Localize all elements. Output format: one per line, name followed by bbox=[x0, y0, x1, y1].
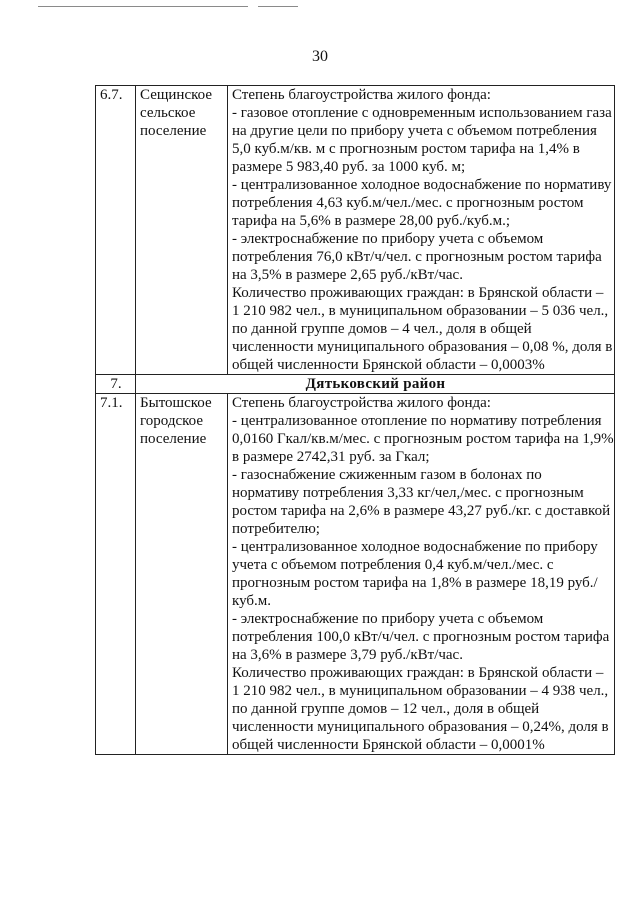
settlement-name: Бытошское городское поселение bbox=[136, 394, 228, 755]
row-number: 7.1. bbox=[96, 394, 136, 755]
tariff-table bbox=[95, 85, 615, 755]
top-scan-line-right bbox=[258, 6, 298, 7]
top-scan-line-left bbox=[38, 6, 248, 7]
section-number: 7. bbox=[96, 375, 136, 394]
row-number: 6.7. bbox=[96, 86, 136, 375]
table-row bbox=[96, 394, 615, 755]
settlement-description: Степень благоустройства жилого фонда: - централизованное отопление по нормативу потребления 0,0160 Гкал/кв.м/мес. с прогнозным ростом тарифа на 1,9% в размере 2742,31 руб. за Гкал; - газоснабжение сжиженным газом в болонах по нормативу потребления 3,33 кг/чел,/мес. с прогнозным ростом тарифа на 2,6% в размере 43,27 руб./кг. с доставкой потребителю; - централизованное холодное водоснабжение по прибору учета с объемом потребления 0,4 куб.м/чел./мес. с прогнозным ростом тарифа на 1,8% в размере 18,19 руб./ куб.м. - электроснабжение по прибору учета с объемом потребления 100,0 кВт/ч/чел. с прогнозным ростом тарифа на 3,6% в размере 3,79 руб./кВт/час. Количество проживающих граждан: в Брянской области – 1 210 982 чел., в муниципальном образовании – 4 938 чел., по данной группе домов – 12 чел., доля в общей численности муниципального образования – 0,24%, доля в общей численности Брянской области – 0,0001% bbox=[228, 394, 615, 755]
page-number: 30 bbox=[312, 48, 328, 65]
section-row bbox=[96, 375, 615, 394]
table-row bbox=[96, 86, 615, 375]
settlement-description: Степень благоустройства жилого фонда: - газовое отопление с одновременным использованием газа на другие цели по прибору учета с объемом потребления 5,0 куб.м/кв. м с прогнозным ростом тарифа на 1,4% в размере 5 983,40 руб. за 1000 куб. м; - централизованное холодное водоснабжение по нормативу потребления 4,63 куб.м/чел./мес. с прогнозным ростом тарифа на 5,6% в размере 28,00 руб./куб.м.; - электроснабжение по прибору учета с объемом потребления 76,0 кВт/ч/чел. с прогнозным ростом тарифа на 3,5% в размере 2,65 руб./кВт/час. Количество проживающих граждан: в Брянской области – 1 210 982 чел., в муниципальном образовании – 5 036 чел., по данной группе домов – 4 чел., доля в общей численности муниципального образования – 0,08 %, доля в общей численности Брянской области – 0,0003% bbox=[228, 86, 615, 375]
section-title: Дятьковский район bbox=[136, 375, 615, 394]
settlement-name: Сещинское сельское поселение bbox=[136, 86, 228, 375]
